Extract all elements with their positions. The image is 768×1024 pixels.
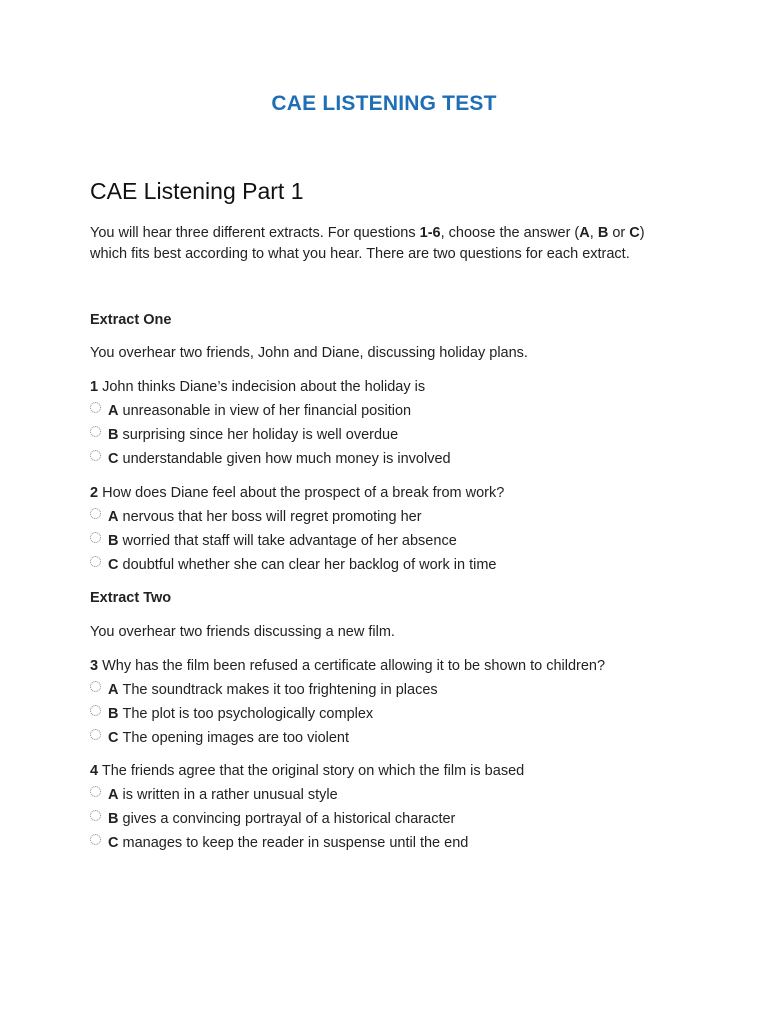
instructions-text: ) bbox=[639, 225, 645, 241]
option-letter: A bbox=[108, 509, 119, 525]
option-a[interactable] bbox=[90, 505, 710, 529]
separator: or bbox=[608, 225, 630, 241]
question-4 bbox=[90, 759, 710, 855]
option-letter: C bbox=[108, 557, 119, 573]
option-letter: B bbox=[108, 811, 119, 827]
option-text: manages to keep the reader in suspense until the end bbox=[122, 835, 469, 851]
option-c[interactable] bbox=[90, 726, 710, 750]
option-letter: B bbox=[108, 706, 119, 722]
question-2 bbox=[90, 481, 710, 577]
option-text: is written in a rather unusual style bbox=[122, 787, 338, 803]
answer-letter-a: A bbox=[579, 225, 590, 241]
option-letter: C bbox=[108, 730, 119, 746]
answer-letter-b: B bbox=[597, 225, 609, 241]
radio-button-icon[interactable] bbox=[90, 402, 101, 413]
question-text: Why has the film been refused a certificate allowing it to be shown to children? bbox=[102, 658, 606, 674]
extract-heading: Extract One bbox=[90, 312, 172, 328]
answer-letter-c: C bbox=[629, 225, 640, 241]
question-stem bbox=[90, 375, 710, 399]
question-text: The friends agree that the original story on which the film is based bbox=[101, 763, 525, 779]
question-text: How does Diane feel about the prospect of a break from work? bbox=[102, 485, 505, 501]
radio-button-icon[interactable] bbox=[90, 426, 101, 437]
option-text: The soundtrack makes it too frightening in places bbox=[122, 682, 438, 698]
option-letter: B bbox=[108, 533, 119, 549]
instructions-text: , choose the answer ( bbox=[440, 225, 580, 241]
radio-button-icon[interactable] bbox=[90, 810, 101, 821]
question-number: 2 bbox=[90, 485, 99, 501]
option-c[interactable] bbox=[90, 831, 710, 855]
option-a[interactable] bbox=[90, 678, 710, 702]
question-text: John thinks Diane’s indecision about the holiday is bbox=[102, 379, 426, 395]
radio-button-icon[interactable] bbox=[90, 705, 101, 716]
option-text: surprising since her holiday is well overdue bbox=[122, 427, 399, 443]
radio-button-icon[interactable] bbox=[90, 532, 101, 543]
extract-heading: Extract Two bbox=[90, 590, 172, 606]
option-c[interactable] bbox=[90, 553, 710, 577]
option-letter: C bbox=[108, 835, 119, 851]
option-letter: A bbox=[108, 682, 119, 698]
option-letter: A bbox=[108, 787, 119, 803]
question-1 bbox=[90, 375, 710, 471]
question-stem bbox=[90, 481, 710, 505]
radio-button-icon[interactable] bbox=[90, 681, 101, 692]
option-b[interactable] bbox=[90, 529, 710, 553]
option-text: nervous that her boss will regret promoting her bbox=[122, 509, 422, 525]
option-letter: A bbox=[108, 403, 119, 419]
instructions bbox=[90, 223, 690, 265]
option-letter: C bbox=[108, 451, 119, 467]
question-number: 1 bbox=[90, 379, 99, 395]
option-text: gives a convincing portrayal of a historical character bbox=[122, 811, 456, 827]
radio-button-icon[interactable] bbox=[90, 450, 101, 461]
question-stem bbox=[90, 654, 710, 678]
radio-button-icon[interactable] bbox=[90, 834, 101, 845]
part-heading: CAE Listening Part 1 bbox=[90, 178, 304, 204]
option-text: worried that staff will take advantage of her absence bbox=[122, 533, 457, 549]
question-number: 3 bbox=[90, 658, 99, 674]
radio-button-icon[interactable] bbox=[90, 508, 101, 519]
option-b[interactable] bbox=[90, 702, 710, 726]
instructions-text: You will hear three different extracts. For questions bbox=[90, 225, 420, 241]
option-text: The opening images are too violent bbox=[122, 730, 350, 746]
extract-scenario: You overhear two friends, John and Diane, discussing holiday plans. bbox=[90, 345, 528, 361]
option-text: unreasonable in view of her financial position bbox=[122, 403, 412, 419]
question-3 bbox=[90, 654, 710, 750]
option-c[interactable] bbox=[90, 447, 710, 471]
option-letter: B bbox=[108, 427, 119, 443]
radio-button-icon[interactable] bbox=[90, 786, 101, 797]
radio-button-icon[interactable] bbox=[90, 556, 101, 567]
option-a[interactable] bbox=[90, 783, 710, 807]
option-a[interactable] bbox=[90, 399, 710, 423]
question-range: 1-6 bbox=[419, 225, 441, 241]
option-text: The plot is too psychologically complex bbox=[122, 706, 374, 722]
option-b[interactable] bbox=[90, 423, 710, 447]
separator: , bbox=[589, 225, 598, 241]
document-title: CAE LISTENING TEST bbox=[271, 92, 497, 115]
question-number: 4 bbox=[90, 763, 99, 779]
instructions-text: which fits best according to what you hear. There are two questions for each extract. bbox=[90, 246, 630, 262]
radio-button-icon[interactable] bbox=[90, 729, 101, 740]
extract-scenario: You overhear two friends discussing a new film. bbox=[90, 624, 395, 640]
option-text: doubtful whether she can clear her backlog of work in time bbox=[122, 557, 497, 573]
option-text: understandable given how much money is involved bbox=[122, 451, 451, 467]
question-stem bbox=[90, 759, 710, 783]
option-b[interactable] bbox=[90, 807, 710, 831]
